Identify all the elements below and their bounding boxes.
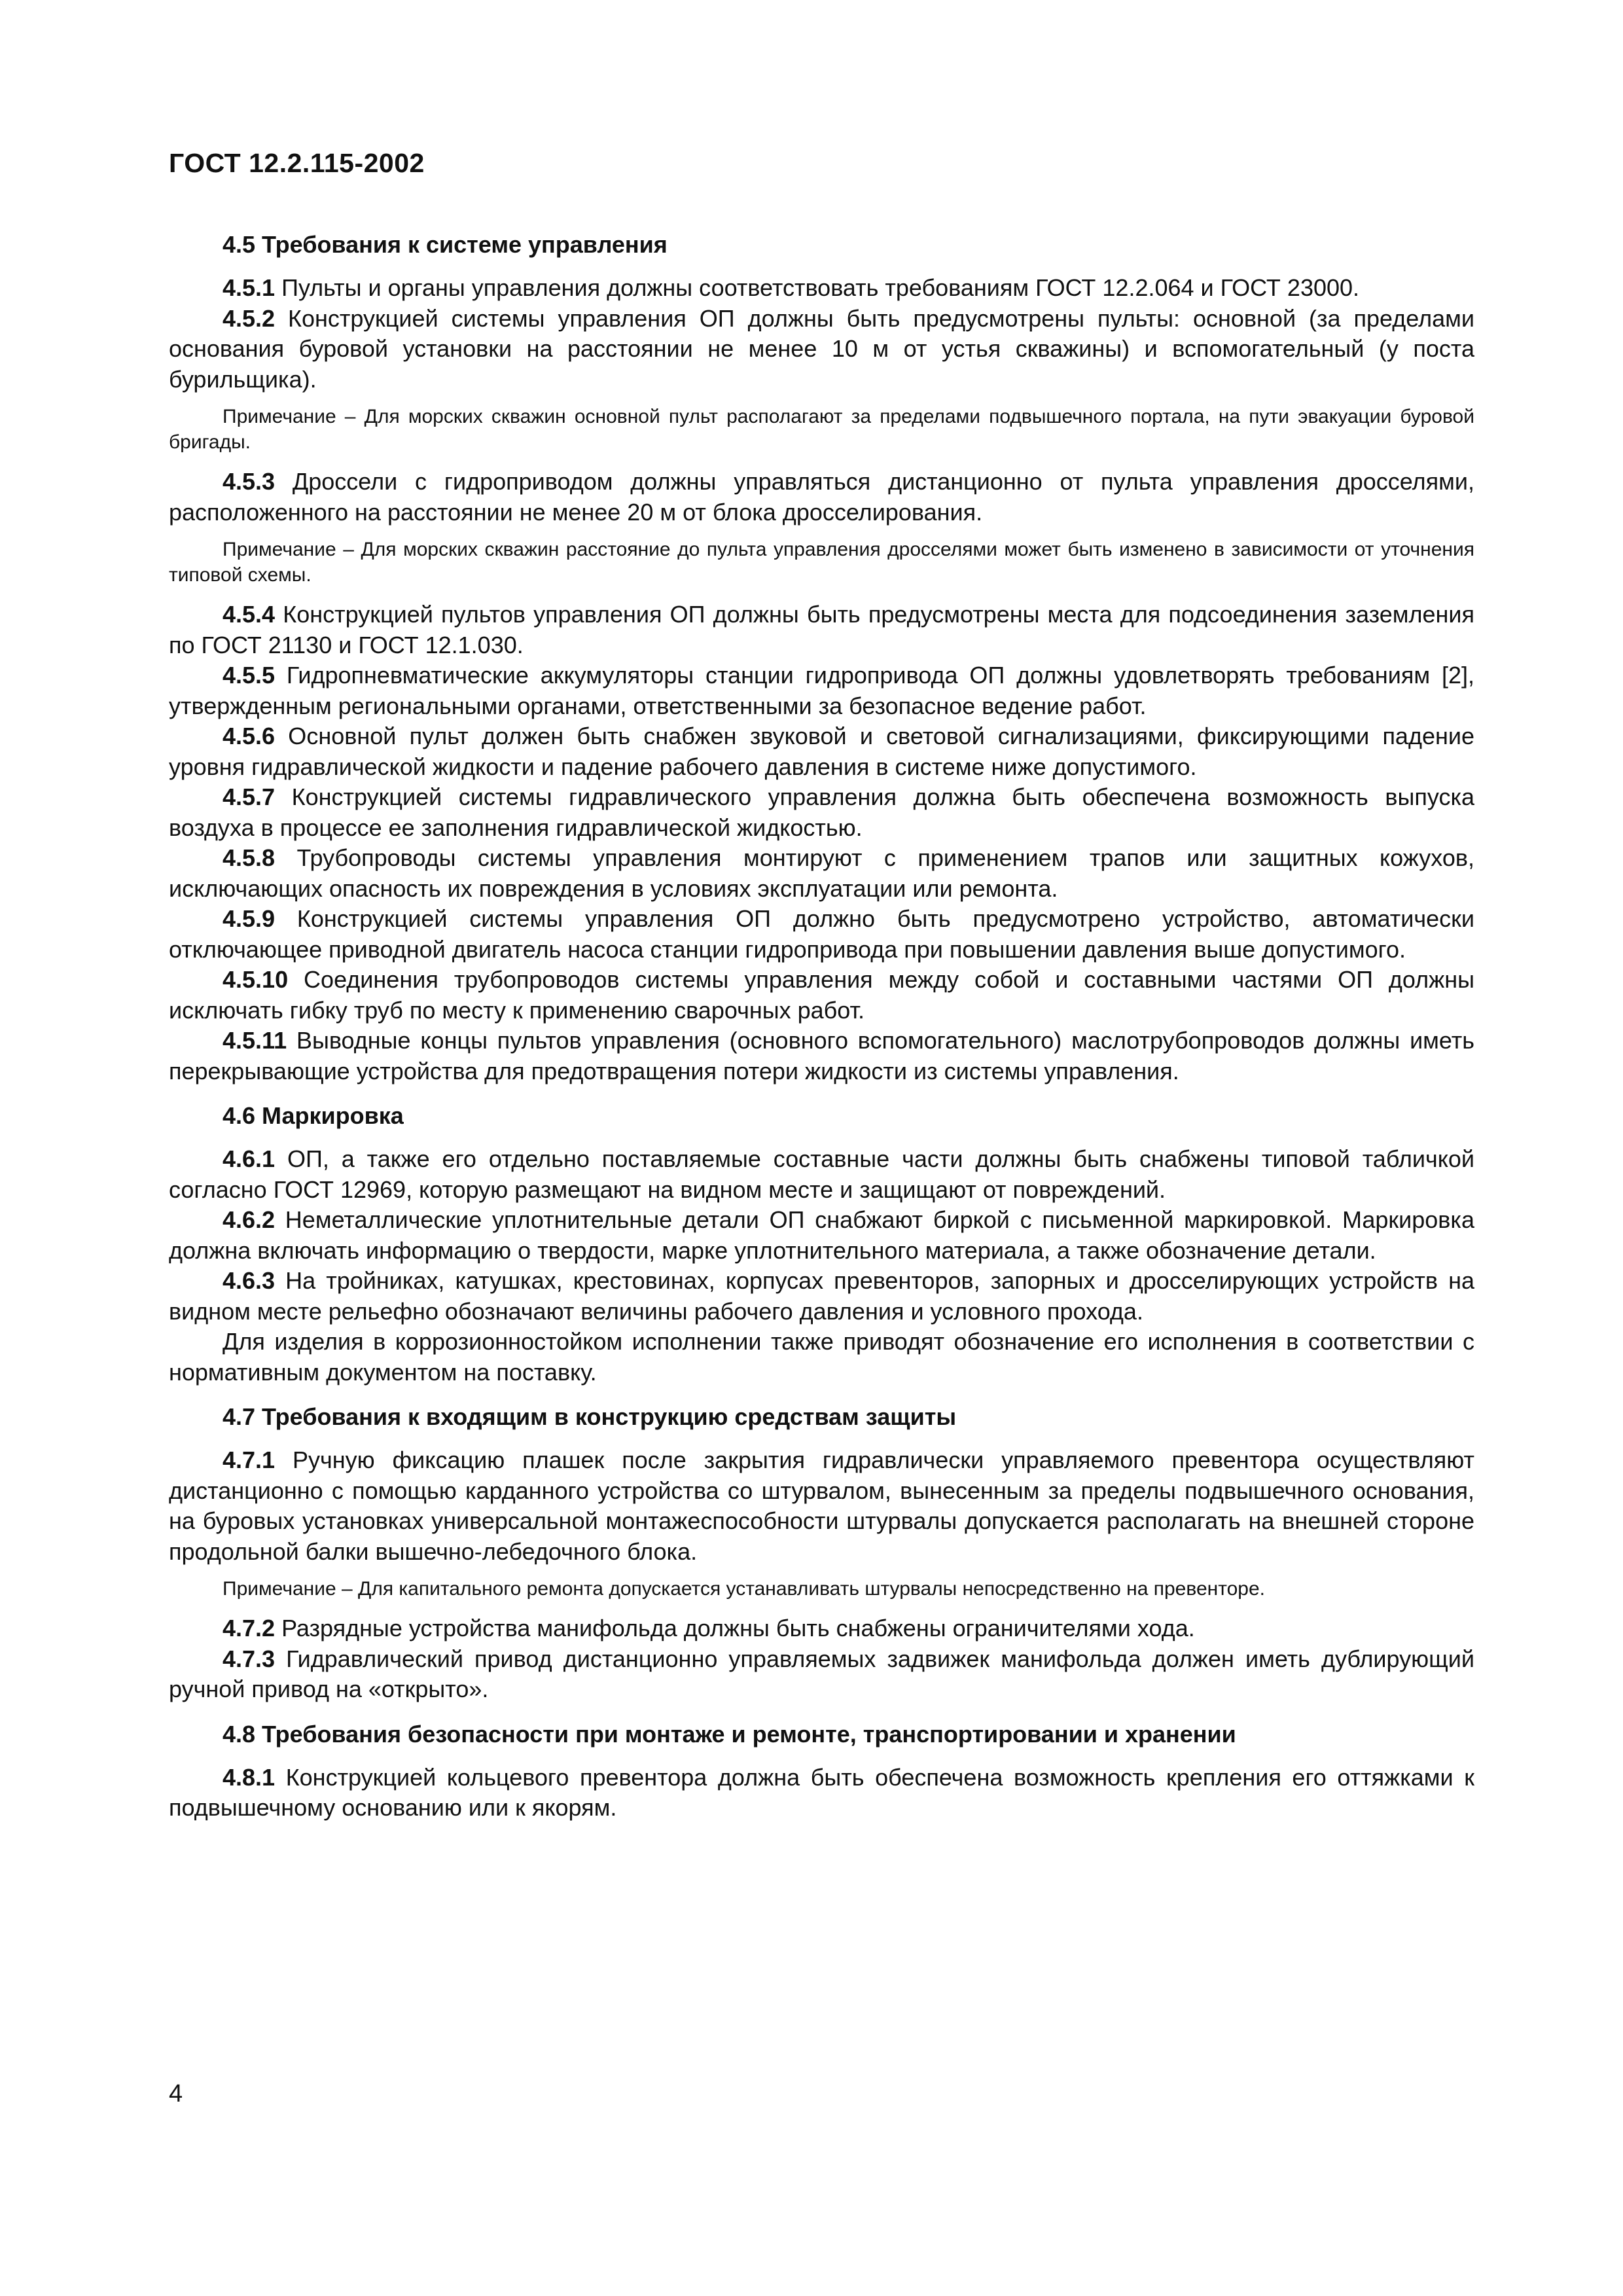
document-header: ГОСТ 12.2.115-2002	[169, 148, 425, 178]
clause-number: 4.5.6	[223, 723, 276, 749]
clause-number: 4.6.1	[223, 1145, 276, 1172]
clause-number: 4.8.1	[223, 1763, 276, 1791]
clause-number: 4.5.2	[223, 304, 276, 332]
clause-text: Гидропневматические аккумуляторы станции гидропривода ОП должны удовлетворять требованиям [2], утвержденным региональными органами, ответственными за безопасное ведение работ.	[169, 662, 1474, 719]
clause-text: Неметаллические уплотнительные детали ОП снабжают биркой с письменной маркировкой. Маркировка должна включать информацию о твердости, марке уплотнительного материала, а также обозначение детали.	[169, 1206, 1474, 1264]
paragraph-4-5-1	[169, 273, 1474, 304]
clause-number: 4.7.1	[223, 1446, 276, 1473]
paragraph-4-6-3-cont: Для изделия в коррозионностойком исполнении также приводят обозначение его исполнения в соответствии с нормативным документом на поставку.	[169, 1328, 1474, 1386]
section-title-4-7: 4.7 Требования к входящим в конструкцию средствам защиты	[223, 1403, 957, 1430]
clause-number: 4.5.3	[223, 468, 276, 495]
clause-text: Конструкцией системы гидравлического управления должна быть обеспечена возможность выпуска воздуха в процессе ее заполнения гидравлической жидкостью.	[169, 783, 1474, 841]
clause-number: 4.5.10	[223, 966, 289, 993]
clause-number: 4.5.9	[223, 905, 276, 932]
paragraph-4-5-3	[169, 467, 1474, 528]
paragraph-4-6-2	[169, 1205, 1474, 1266]
section-title-4-8: 4.8 Требования безопасности при монтаже и ремонте, транспортировании и хранении	[223, 1720, 1236, 1748]
clause-text: Основной пульт должен быть снабжен звуковой и световой сигнализациями, фиксирующими падение уровня гидравлической жидкости и падение рабочего давления в системе ниже допустимого.	[169, 723, 1474, 780]
clause-text: Гидравлический привод дистанционно управляемых задвижек манифольда должен иметь дублирующий ручной привод на «открыто».	[169, 1645, 1474, 1702]
clause-text: Конструкцией кольцевого превентора должна быть обеспечена возможность крепления его оттяжками к подвышечному основанию или к якорям.	[169, 1763, 1474, 1821]
clause-text: Пульты и органы управления должны соответствовать требованиям ГОСТ 12.2.064 и ГОСТ 23000.	[275, 274, 1360, 301]
clause-text: На тройниках, катушках, крестовинах, корпусах превенторов, запорных и дросселирующих устройств на видном месте рельефно обозначают величины рабочего давления и условного прохода.	[169, 1267, 1474, 1325]
clause-number: 4.7.3	[223, 1645, 276, 1672]
paragraph-4-5-6	[169, 721, 1474, 782]
clause-text: Ручную фиксацию плашек после закрытия гидравлически управляемого превентора осуществляют дистанционно с помощью карданного устройства со штурвалом, вынесенным за пределы подвышечного основания, на буровых установках универсальной монтажеспособности штурвалы допускается располагать на внешней стороне продольной балки вышечно-лебедочного блока.	[169, 1446, 1474, 1565]
paragraph-4-5-5	[169, 660, 1474, 721]
paragraph-4-6-3	[169, 1266, 1474, 1327]
clause-text: Выводные концы пультов управления (основного вспомогательного) маслотрубопроводов должны иметь перекрывающие устройства для предотвращения потери жидкости из системы управления.	[169, 1027, 1474, 1085]
clause-number: 4.5.4	[223, 601, 276, 628]
clause-number: 4.5.1	[223, 274, 276, 301]
note-4-7-1: Примечание – Для капитального ремонта допускается устанавливать штурвалы непосредственно на превенторе.	[223, 1578, 1266, 1600]
clause-text: Конструкцией системы управления ОП должны быть предусмотрены пульты: основной (за пределами основания буровой установки на расстоянии не менее 10 м от устья скважины) и вспомогательный (у поста бурильщика).	[169, 304, 1474, 393]
clause-number: 4.6.2	[223, 1206, 276, 1233]
paragraph-4-5-4	[169, 600, 1474, 660]
clause-text: Разрядные устройства манифольда должны быть снабжены ограничителями хода.	[275, 1615, 1195, 1641]
clause-text: Дроссели с гидроприводом должны управляться дистанционно от пульта управления дросселями, расположенного на расстоянии не менее 20 м от блока дросселирования.	[169, 468, 1474, 526]
paragraph-4-7-1	[169, 1445, 1474, 1567]
paragraph-4-5-8	[169, 843, 1474, 904]
section-title-4-5: 4.5 Требования к системе управления	[223, 231, 668, 258]
paragraph-4-8-1	[169, 1763, 1474, 1823]
paragraph-4-6-1	[169, 1144, 1474, 1205]
clause-number: 4.7.2	[223, 1615, 276, 1641]
clause-number: 4.6.3	[223, 1267, 276, 1294]
paragraph-4-5-7	[169, 782, 1474, 843]
section-title-4-6: 4.6 Маркировка	[223, 1102, 404, 1129]
clause-number: 4.5.7	[223, 783, 276, 810]
clause-text: Трубопроводы системы управления монтируют с применением трапов или защитных кожухов, исключающих опасность их повреждения в условиях эксплуатации или ремонта.	[169, 844, 1474, 902]
clause-number: 4.5.11	[223, 1027, 287, 1054]
clause-number: 4.5.8	[223, 844, 276, 871]
paragraph-4-5-10	[169, 965, 1474, 1026]
paragraph-4-5-11	[169, 1026, 1474, 1086]
note-4-5-2: Примечание – Для морских скважин основной пульт располагают за пределами подвышечного портала, на пути эвакуации буровой бригады.	[169, 406, 1474, 453]
page-number: 4	[169, 2080, 183, 2108]
paragraph-4-5-2	[169, 304, 1474, 395]
paragraph-4-7-3	[169, 1644, 1474, 1705]
paragraph-4-7-2	[169, 1613, 1474, 1644]
document-page	[169, 148, 1474, 1823]
clause-number: 4.5.5	[223, 662, 276, 689]
paragraph-4-5-9	[169, 904, 1474, 965]
clause-text: Соединения трубопроводов системы управления между собой и составными частями ОП должны исключать гибку труб по месту к применению сварочных работ.	[169, 966, 1474, 1024]
clause-text: Конструкцией системы управления ОП должно быть предусмотрено устройство, автоматически отключающее приводной двигатель насоса станции гидропривода при повышении давления выше допустимого.	[169, 905, 1474, 963]
clause-text: ОП, а также его отдельно поставляемые составные части должны быть снабжены типовой табличкой согласно ГОСТ 12969, которую размещают на видном месте и защищают от повреждений.	[169, 1145, 1474, 1203]
note-4-5-3: Примечание – Для морских скважин расстояние до пульта управления дросселями может быть изменено в зависимости от уточнения типовой схемы.	[169, 539, 1474, 586]
clause-text: Конструкцией пультов управления ОП должны быть предусмотрены места для подсоединения заземления по ГОСТ 21130 и ГОСТ 12.1.030.	[169, 601, 1474, 658]
